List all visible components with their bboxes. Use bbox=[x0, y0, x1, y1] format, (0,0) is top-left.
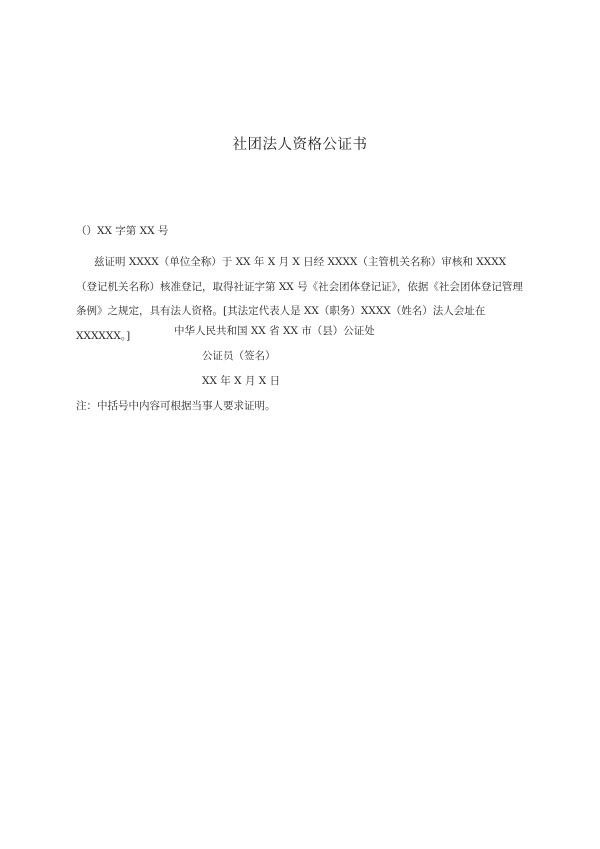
notary-office: 中华人民共和国 XX 省 XX 市（县）公证处 bbox=[174, 325, 375, 337]
notary-signature-line: 公证员（签名） bbox=[202, 350, 276, 362]
certificate-body-text: 兹证明 XXXX（单位全称）于 XX 年 X 月 X 日经 XXXX（主管机关名称）审核和 XXXX（登记机关名称）核准登记，取得社证字第 XX 号《社会团体登记证》，依据《社会团体登记管理条例》之规定，具有法人资格。[其法定代表人是 XX（职务）XXXX（姓名）法人会址在 XXXXXX。] bbox=[76, 256, 523, 342]
document-title: 社团法人资格公证书 bbox=[232, 137, 368, 153]
issue-date: XX 年 X 月 X 日 bbox=[202, 375, 281, 387]
document-number: （）XX 字第 XX 号 bbox=[76, 225, 169, 237]
footnote: 注：中括号中内容可根据当事人要求证明。 bbox=[76, 400, 276, 412]
